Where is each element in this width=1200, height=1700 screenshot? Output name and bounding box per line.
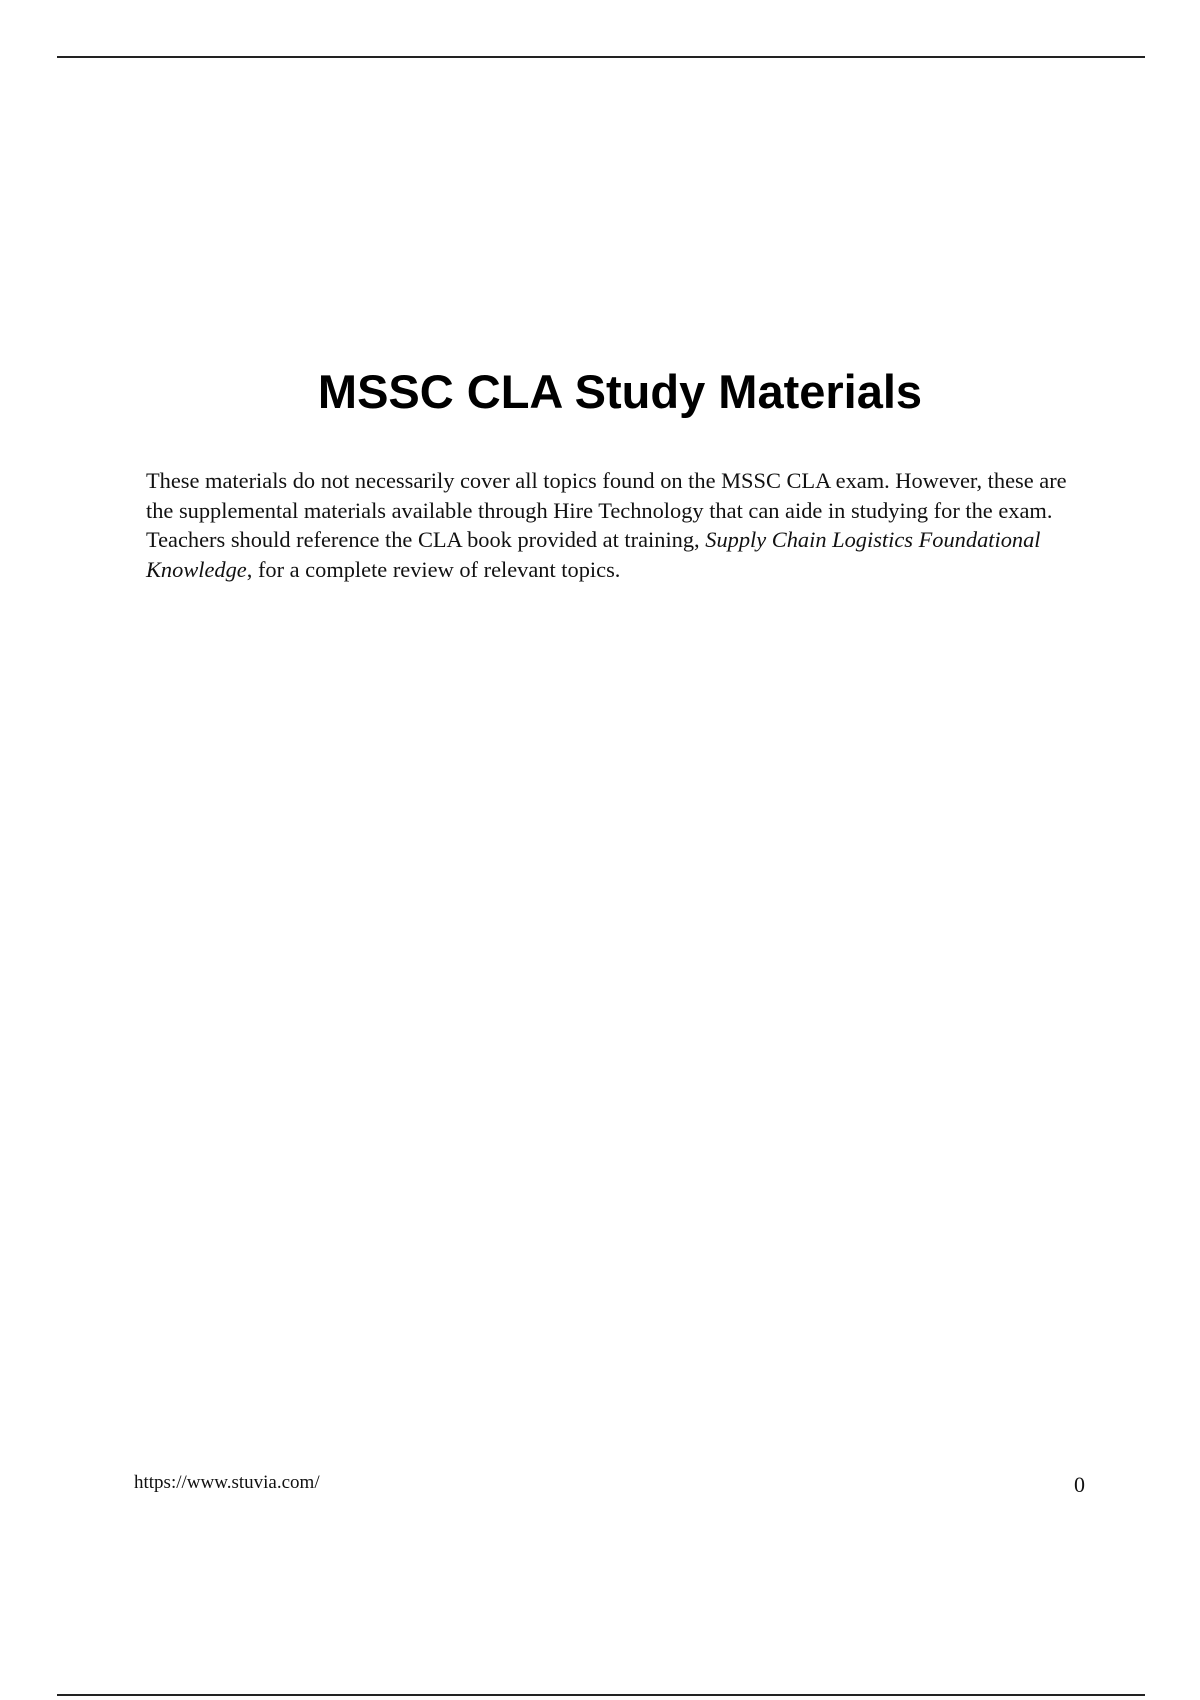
page-number: 0: [1074, 1472, 1085, 1497]
book-title: Supply Chain Logistics Foundational Knowledge: [146, 527, 1041, 582]
footer-url-link[interactable]: https://www.stuvia.com/: [134, 1472, 320, 1493]
top-rule: [57, 56, 1145, 58]
page-title: MSSC CLA Study Materials: [317, 365, 923, 418]
intro-text-end: , for a complete review of relevant topics.: [246, 556, 621, 582]
intro-paragraph: [146, 466, 1096, 584]
intro-text: These materials do not necessarily cover all topics found on the MSSC CLA exam. However, these are the supplemental materials available through Hire Technology that can aide in studying for the exam. Teachers should reference the CLA book provided at training,: [146, 468, 1067, 553]
bottom-rule: [57, 1694, 1145, 1696]
